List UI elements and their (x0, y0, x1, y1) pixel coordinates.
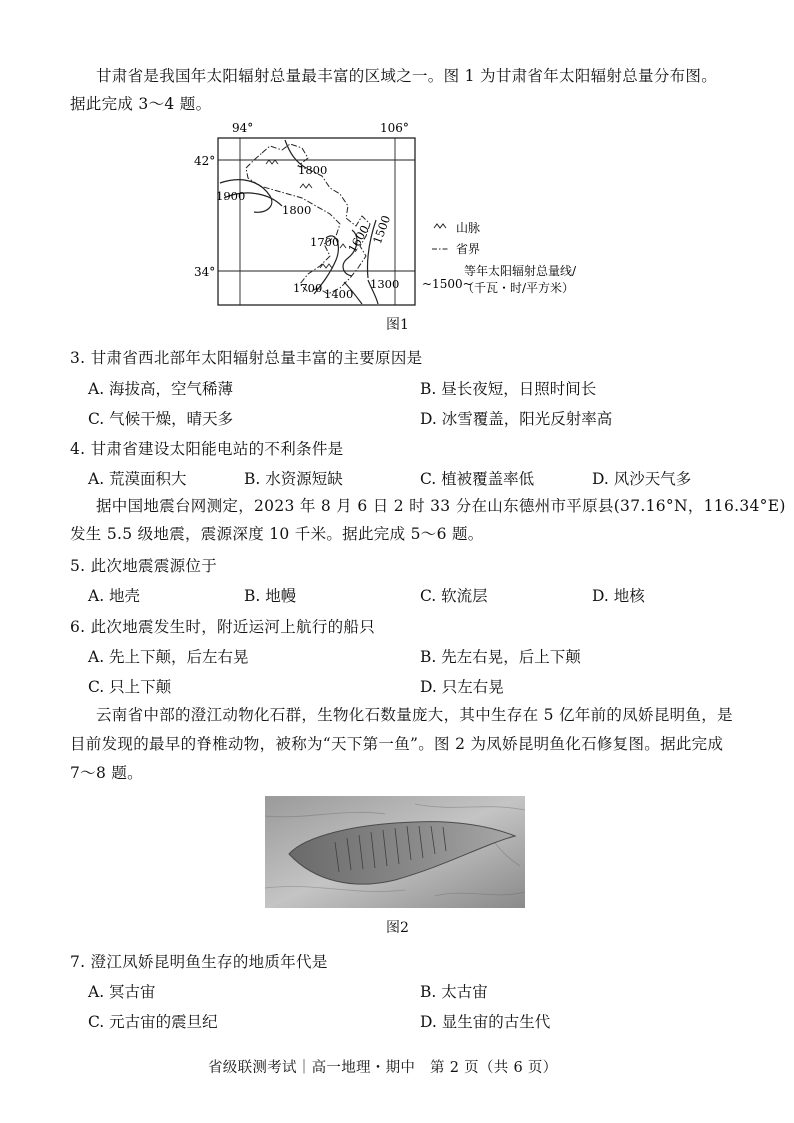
isoline-label-1600: 1600 (345, 222, 372, 256)
question-5-option-c: C. 软流层 (420, 587, 488, 605)
isoline-label-1500: 1500 (370, 213, 394, 246)
question-7-stem: 7. 澄江凤娇昆明鱼生存的地质年代是 (70, 953, 328, 971)
question-4-option-a: A. 荒漠面积大 (88, 470, 187, 488)
page-footer: 省级联测考试｜高一地理・期中 第 2 页（共 6 页） (208, 1060, 558, 1076)
isoline-label-1400: 1400 (324, 287, 354, 301)
question-6-option-c: C. 只上下颠 (88, 678, 172, 696)
figure-1-caption: 图1 (386, 317, 409, 333)
intro-paragraph-1-line-1: 甘肃省是我国年太阳辐射总量最丰富的区域之一。图 1 为甘肃省年太阳辐射总量分布图。 (96, 67, 718, 85)
legend-mountain-label: 山脉 (456, 221, 481, 235)
legend-mountain-icon (434, 224, 446, 228)
question-3-option-b: B. 昼长夜短，日照时间长 (420, 380, 597, 398)
legend-isoline-label-2: （千瓦・时/平方米） (462, 281, 575, 295)
question-7-option-d: D. 显生宙的古生代 (420, 1013, 551, 1031)
question-3-option-c: C. 气候干燥，晴天多 (88, 410, 234, 428)
isoline-label-1800-west: 1800 (282, 203, 312, 217)
question-3-option-d: D. 冰雪覆盖，阳光反射率高 (420, 410, 613, 428)
question-4-option-d: D. 风沙天气多 (592, 470, 692, 488)
intro-paragraph-2-line-2: 发生 5.5 级地震，震源深度 10 千米。据此完成 5～6 题。 (70, 525, 484, 543)
isoline-label-1800-north: 1800 (298, 163, 328, 177)
question-3-option-a: A. 海拔高，空气稀薄 (88, 380, 234, 398)
question-5-option-d: D. 地核 (592, 587, 645, 605)
intro-paragraph-3-line-2: 目前发现的最早的脊椎动物，被称为“天下第一鱼”。图 2 为凤娇昆明鱼化石修复图。据此完成 (70, 735, 724, 753)
legend (422, 221, 577, 295)
isoline-label-1900: 1900 (216, 189, 246, 203)
figure-2-caption: 图2 (386, 920, 409, 936)
question-5-stem: 5. 此次地震震源位于 (70, 557, 218, 575)
question-4-option-c: C. 植被覆盖率低 (420, 470, 535, 488)
intro-paragraph-3-line-1: 云南省中部的澄江动物化石群，生物化石数量庞大，其中生存在 5 亿年前的凤娇昆明鱼，是 (96, 706, 733, 724)
question-5-option-b: B. 地幔 (244, 587, 297, 605)
legend-isoline-symbol: ~1500~ (422, 277, 473, 291)
isoline-label-1700-lower: 1700 (293, 281, 323, 295)
question-6-option-a: A. 先上下颠，后左右晃 (88, 648, 249, 666)
legend-border-label: 省界 (456, 242, 481, 256)
question-6-option-b: B. 先左右晃，后上下颠 (420, 648, 581, 666)
question-6-option-d: D. 只左右晃 (420, 678, 504, 696)
legend-isoline-label-1: 等年太阳辐射总量线/ (464, 264, 577, 278)
question-4-stem: 4. 甘肃省建设太阳能电站的不利条件是 (70, 440, 344, 458)
isoline-label-1700-upper: 1700 (310, 235, 340, 249)
question-6-stem: 6. 此次地震发生时，附近运河上航行的船只 (70, 618, 376, 636)
question-5-option-a: A. 地壳 (88, 587, 141, 605)
figure-1-map (190, 118, 610, 338)
question-3-stem: 3. 甘肃省西北部年太阳辐射总量丰富的主要原因是 (70, 349, 423, 367)
lat-label-34: 34° (194, 265, 216, 279)
question-7-option-a: A. 冥古宙 (88, 983, 156, 1001)
lon-label-106: 106° (380, 121, 409, 135)
figure-2-fossil-image (265, 796, 525, 908)
lon-label-94: 94° (232, 121, 254, 135)
intro-paragraph-1-line-2: 据此完成 3～4 题。 (70, 95, 212, 113)
question-7-option-b: B. 太古宙 (420, 983, 488, 1001)
lat-label-42: 42° (194, 154, 216, 168)
question-4-option-b: B. 水资源短缺 (244, 470, 343, 488)
intro-paragraph-3-line-3: 7～8 题。 (70, 764, 143, 782)
intro-paragraph-2-line-1: 据中国地震台网测定，2023 年 8 月 6 日 2 时 33 分在山东德州市平原县(37.16°N，116.34°E) (96, 497, 786, 515)
isoline-label-1300: 1300 (370, 277, 400, 291)
question-7-option-c: C. 元古宙的震旦纪 (88, 1013, 218, 1031)
